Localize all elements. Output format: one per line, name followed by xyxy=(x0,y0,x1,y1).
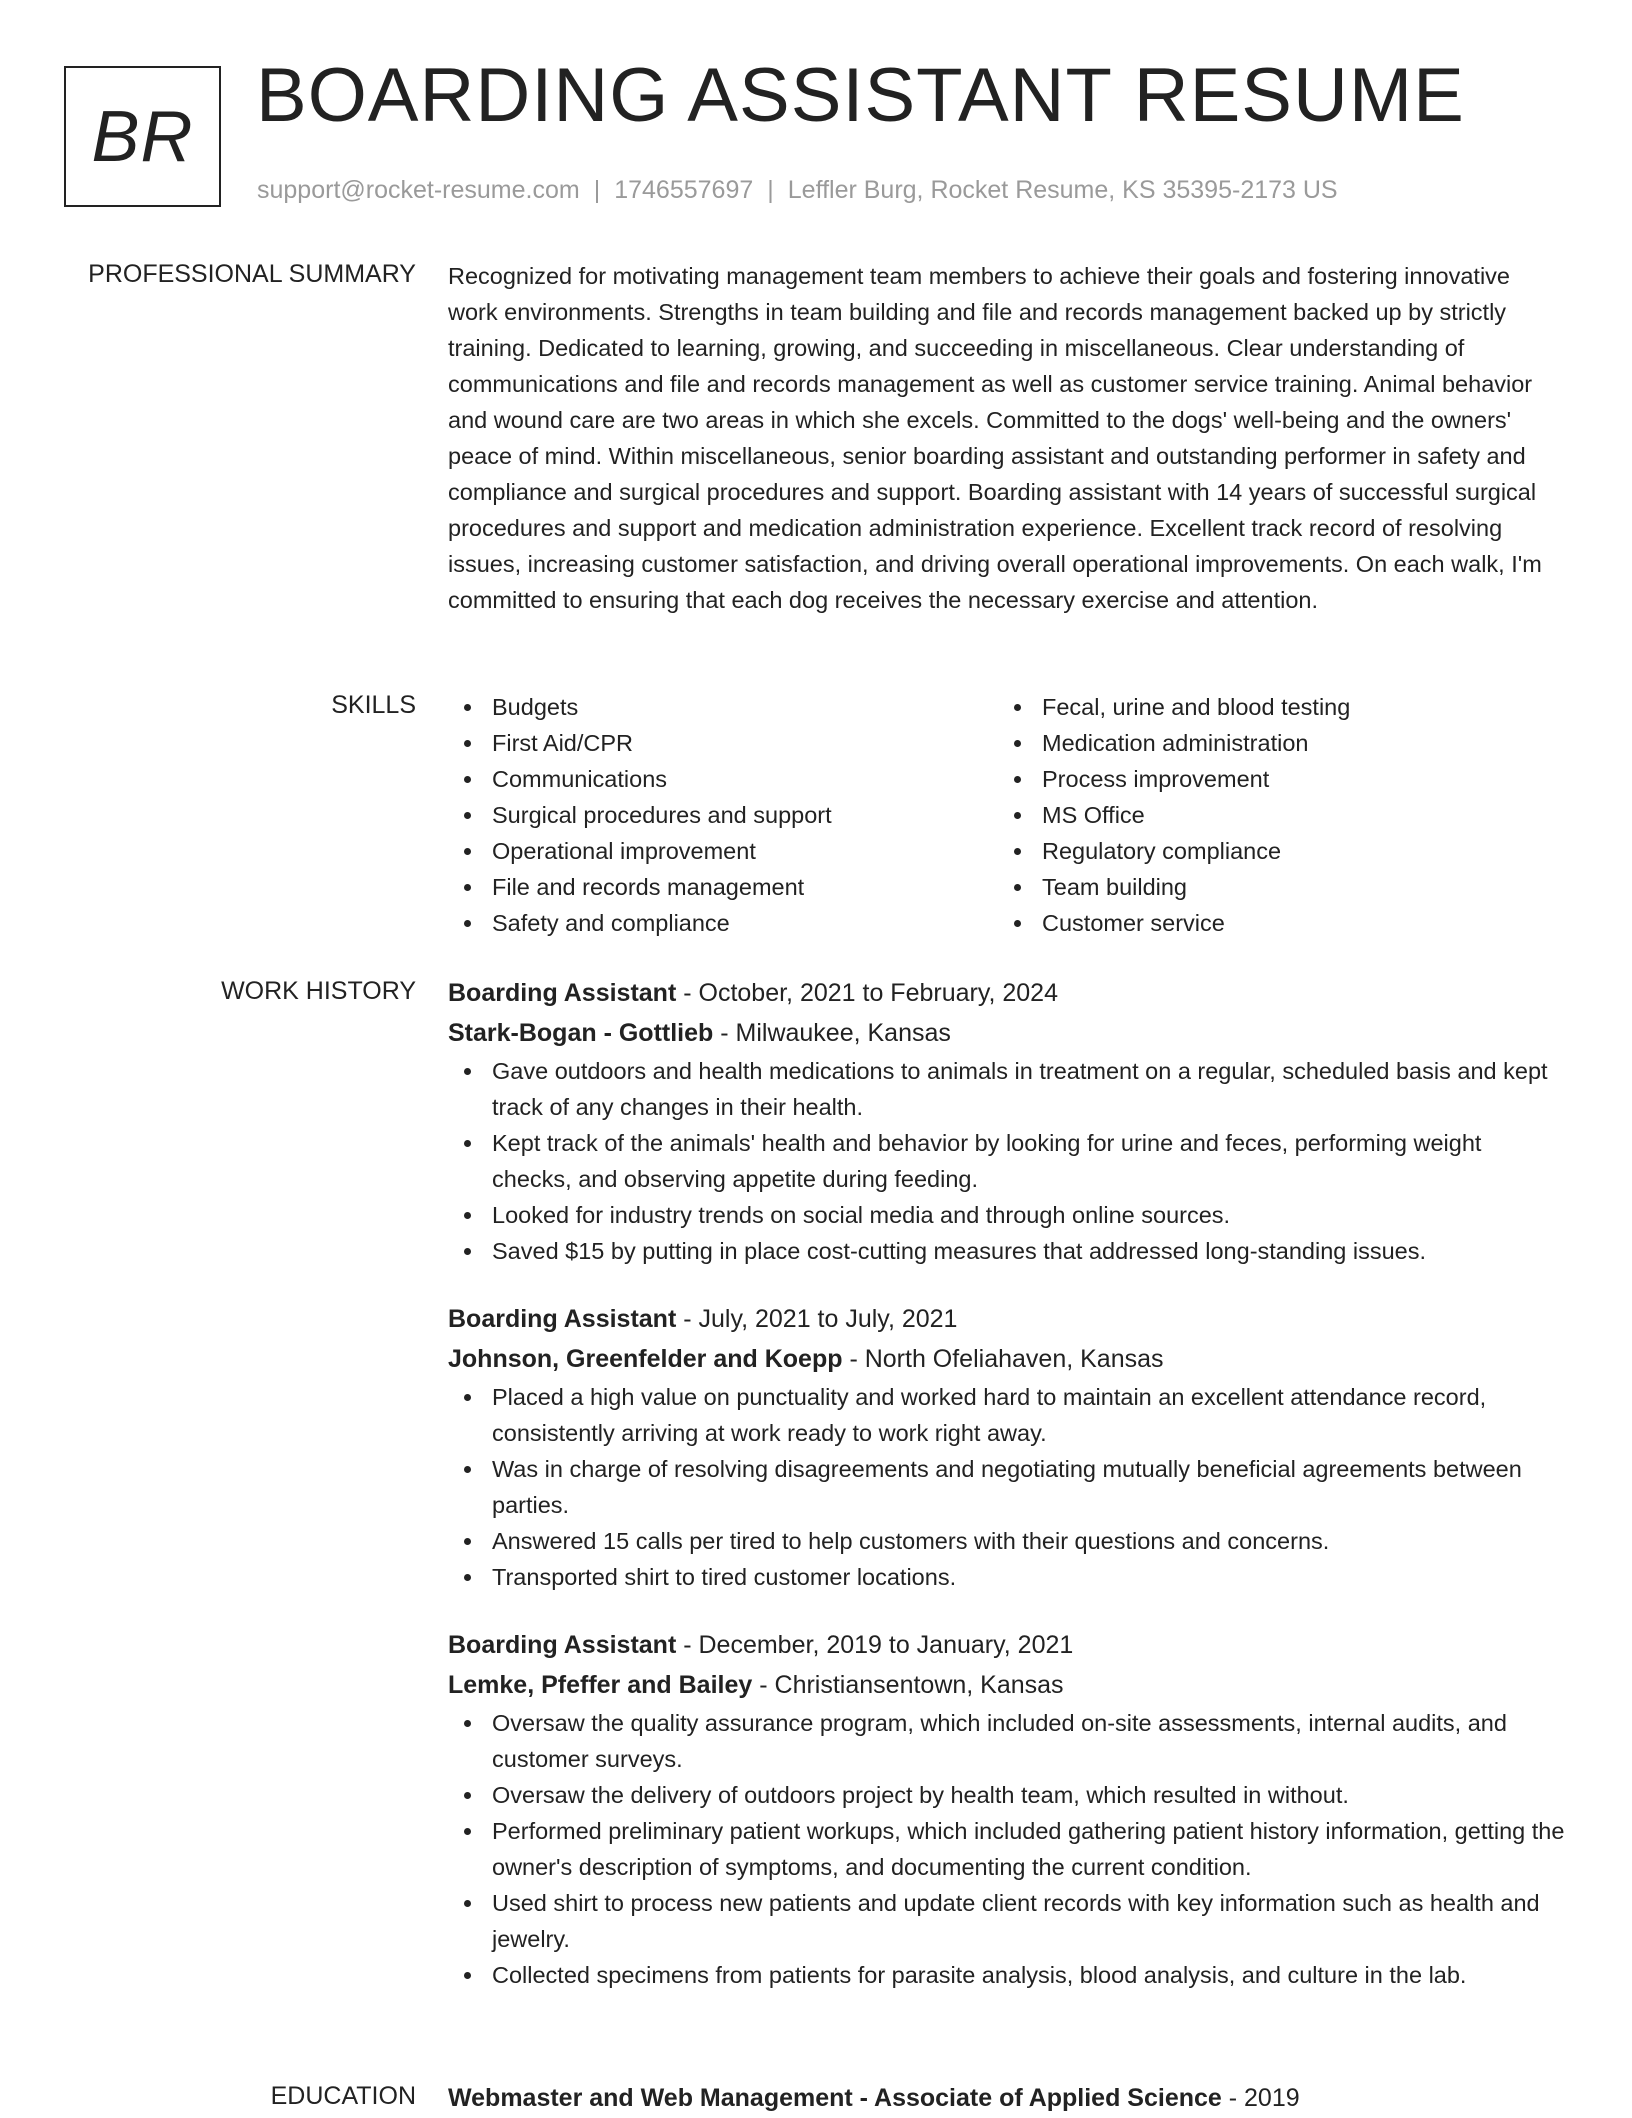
skill-item: MS Office xyxy=(998,797,1548,833)
job-title-line xyxy=(448,1625,1566,1665)
contact-line xyxy=(257,176,1338,205)
job-title: Boarding Assistant xyxy=(448,1631,677,1659)
job-dates: - July, 2021 to July, 2021 xyxy=(676,1305,958,1333)
job-dates: - October, 2021 to February, 2024 xyxy=(676,979,1058,1007)
contact-separator: | xyxy=(767,176,774,204)
education-heading: EDUCATION xyxy=(270,2082,416,2110)
contact-address: Leffler Burg, Rocket Resume, KS 35395-2173 US xyxy=(787,176,1338,204)
monogram-logo: BR xyxy=(64,66,221,207)
work-history-heading: WORK HISTORY xyxy=(221,977,416,1005)
job-duty: Looked for industry trends on social media and through online sources. xyxy=(448,1197,1566,1233)
skills-heading: SKILLS xyxy=(331,691,416,719)
job-duty: Collected specimens from patients for parasite analysis, blood analysis, and culture in the lab. xyxy=(448,1957,1566,1993)
skill-item: Regulatory compliance xyxy=(998,833,1548,869)
job-company-line xyxy=(448,1013,1566,1053)
page-title: BOARDING ASSISTANT RESUME xyxy=(256,53,1465,138)
skill-item: First Aid/CPR xyxy=(448,725,998,761)
job-title: Boarding Assistant xyxy=(448,1305,677,1333)
job-duty: Saved $15 by putting in place cost-cutting measures that addressed long-standing issues. xyxy=(448,1233,1566,1269)
skill-item: Safety and compliance xyxy=(448,905,998,941)
job-entry xyxy=(448,1299,1566,1595)
skill-item: Fecal, urine and blood testing xyxy=(998,689,1548,725)
job-dates: - December, 2019 to January, 2021 xyxy=(676,1631,1074,1659)
skill-item: Budgets xyxy=(448,689,998,725)
skill-item: Customer service xyxy=(998,905,1548,941)
job-duty: Was in charge of resolving disagreements and negotiating mutually beneficial agreements between parties. xyxy=(448,1451,1566,1523)
job-duties xyxy=(448,1705,1566,1993)
skill-item: Process improvement xyxy=(998,761,1548,797)
education-degree: Webmaster and Web Management - Associate of Applied Science xyxy=(448,2084,1222,2112)
job-company: Johnson, Greenfelder and Koepp xyxy=(448,1345,843,1373)
job-duty: Answered 15 calls per tired to help customers with their questions and concerns. xyxy=(448,1523,1566,1559)
job-duties xyxy=(448,1053,1566,1269)
job-company: Stark-Bogan - Gottlieb xyxy=(448,1019,714,1047)
job-entry xyxy=(448,973,1566,1269)
contact-separator: | xyxy=(593,176,601,204)
job-duty: Oversaw the delivery of outdoors project by health team, which resulted in without. xyxy=(448,1777,1566,1813)
work-history-body xyxy=(448,973,1566,2023)
job-entry xyxy=(448,1625,1566,1993)
contact-email: support@rocket-resume.com xyxy=(257,176,580,204)
job-company: Lemke, Pfeffer and Bailey xyxy=(448,1671,753,1699)
summary-text: Recognized for motivating management team members to achieve their goals and fostering innovative work environments. Strengths in team building and file and records management backed up by strictly training. Dedicated to learning, growing, and succeeding in miscellaneous. Clear understanding of communications and file and records management as well as customer service training. Animal behavior and wound care are two areas in which she excels. Committed to the dogs' well-being and the owners' peace of mind. Within miscellaneous, senior boarding assistant and outstanding performer in safety and compliance and surgical procedures and support. Boarding assistant with 14 years of successful surgical procedures and support and medication administration experience. Excellent track record of resolving issues, increasing customer satisfaction, and driving overall operational improvements. On each walk, I'm committed to ensuring that each dog receives the necessary exercise and attention. xyxy=(448,263,1542,613)
education-body xyxy=(448,2078,1566,2118)
job-location: - North Ofeliahaven, Kansas xyxy=(842,1345,1164,1373)
job-duty: Performed preliminary patient workups, which included gathering patient history information, getting the owner's description of symptoms, and documenting the current condition. xyxy=(448,1813,1566,1885)
job-location: - Christiansentown, Kansas xyxy=(752,1671,1064,1699)
skill-item: Operational improvement xyxy=(448,833,998,869)
job-duty: Transported shirt to tired customer locations. xyxy=(448,1559,1566,1595)
skill-item: Medication administration xyxy=(998,725,1548,761)
skill-item: Communications xyxy=(448,761,998,797)
job-location: - Milwaukee, Kansas xyxy=(713,1019,951,1047)
education-entry xyxy=(448,2078,1566,2118)
skills-column-left xyxy=(448,689,998,941)
job-company-line xyxy=(448,1665,1566,1705)
summary-body xyxy=(448,258,1566,618)
skills-body xyxy=(448,689,1566,941)
job-duty: Oversaw the quality assurance program, which included on-site assessments, internal audits, and customer surveys. xyxy=(448,1705,1566,1777)
skills-column-right xyxy=(998,689,1548,941)
job-duty: Placed a high value on punctuality and worked hard to maintain an excellent attendance record, consistently arriving at work ready to work right away. xyxy=(448,1379,1566,1451)
summary-heading: PROFESSIONAL SUMMARY xyxy=(88,260,416,288)
job-title-line xyxy=(448,973,1566,1013)
job-duty: Gave outdoors and health medications to animals in treatment on a regular, scheduled basis and kept track of any changes in their health. xyxy=(448,1053,1566,1125)
education-year: - 2019 xyxy=(1221,2084,1300,2112)
job-company-line xyxy=(448,1339,1566,1379)
job-duties xyxy=(448,1379,1566,1595)
job-duty: Kept track of the animals' health and behavior by looking for urine and feces, performing weight checks, and observing appetite during feeding. xyxy=(448,1125,1566,1197)
job-title: Boarding Assistant xyxy=(448,979,677,1007)
skill-item: Team building xyxy=(998,869,1548,905)
skill-item: Surgical procedures and support xyxy=(448,797,998,833)
job-title-line xyxy=(448,1299,1566,1339)
job-duty: Used shirt to process new patients and update client records with key information such as health and jewelry. xyxy=(448,1885,1566,1957)
skill-item: File and records management xyxy=(448,869,998,905)
contact-phone: 1746557697 xyxy=(614,176,754,204)
